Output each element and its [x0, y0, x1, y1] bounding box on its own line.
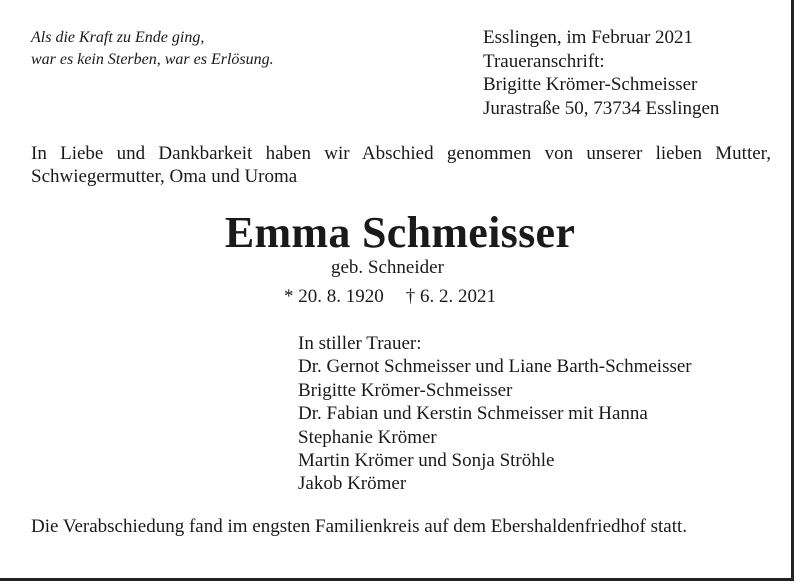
birth-date: * 20. 8. 1920	[284, 286, 384, 307]
quote-line: war es kein Sterben, war es Erlösung.	[31, 51, 274, 68]
mourner-entry: Jakob Krömer	[298, 473, 407, 495]
maiden-name: geb. Schneider	[331, 257, 444, 278]
place-date: Esslingen, im Februar 2021	[483, 27, 694, 48]
mourner-entry: Dr. Fabian und Kerstin Schmeisser mit Hanna	[298, 403, 648, 425]
mourners-list	[298, 332, 692, 496]
quote-line: Als die Kraft zu Ende ging,	[31, 29, 205, 46]
address-heading: Traueranschrift:	[483, 50, 605, 72]
closing-text: Die Verabschiedung fand im engsten Familienkreis auf dem Ebershaldenfriedhof statt.	[31, 516, 688, 537]
death-date: † 6. 2. 2021	[405, 286, 496, 307]
address-street: Jurastraße 50, 73734 Esslingen	[483, 97, 720, 119]
mourner-entry: Martin Krömer und Sonja Ströhle	[298, 450, 555, 472]
life-dates	[284, 285, 496, 309]
mourner-entry: Stephanie Krömer	[298, 426, 437, 448]
intro-text: In Liebe und Dankbarkeit haben wir Abschied genommen von unserer lieben Mutter, Schwiegermutter, Oma und Uroma	[31, 143, 771, 187]
memorial-quote	[31, 27, 274, 71]
mourning-address	[483, 26, 719, 120]
mourner-entry: Brigitte Krömer-Schmeisser	[298, 379, 513, 401]
address-name: Brigitte Krömer-Schmeisser	[483, 74, 698, 95]
mourner-entry: Dr. Gernot Schmeisser und Liane Barth-Schmeisser	[298, 356, 692, 378]
mourners-heading: In stiller Trauer:	[298, 333, 422, 354]
deceased-name: Emma Schmeisser	[224, 208, 576, 257]
